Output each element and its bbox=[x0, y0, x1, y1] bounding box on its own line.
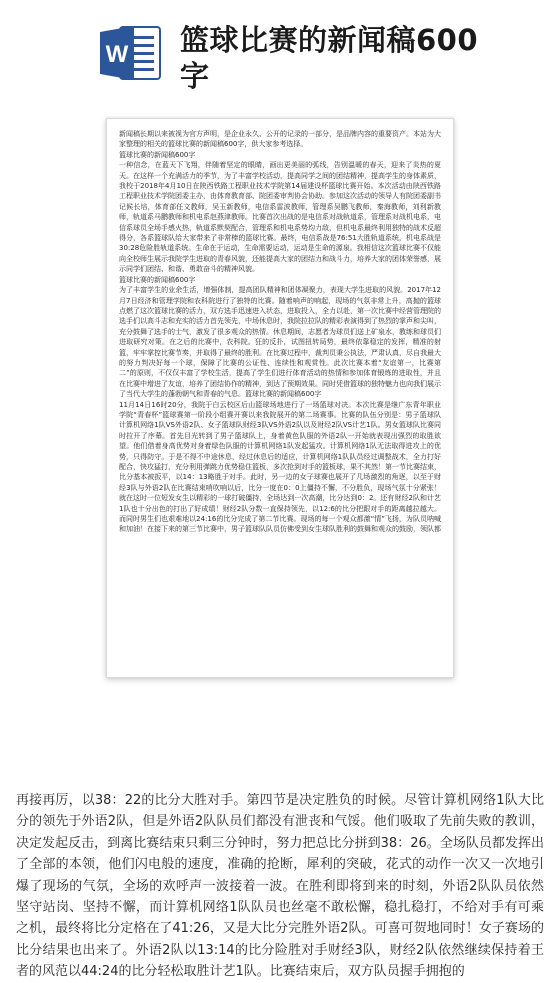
blank-spacer bbox=[0, 680, 560, 788]
preview-paragraph-intro: 新闻稿长期以来被视为官方声明，是企业永久、公开的记录的一部分，是品牌内容的重要资产。本站为大家整理的相关的篮球比赛的新闻稿600字，供大家参考选择。 bbox=[119, 130, 441, 149]
preview-heading: 篮球比赛的新闻稿600字 bbox=[119, 150, 196, 159]
document-page-text bbox=[119, 129, 441, 535]
document-header bbox=[0, 0, 560, 110]
article-body-text: 再接再厉，以38：22的比分大胜对手。第四节是决定胜负的时候。尽管计算机网络1队大比分的领先于外语2队，但是外语2队队员们都没有泄丧和气馁。他们吸取了先前失败的教训，决定发起反击，到离比赛结束只剩三分钟时，努力把总比分拼到38：26。全场队员都发挥出了全部的本领，他们闪电般的速度，准确的抢断，犀利的突破，花式的动作一次又一次地引爆了现场的气氛，全场的欢呼声一波接着一波。在胜利即将到来的时刻，外语2队队员依然坚守站岗、坚持不懈，而计算机网络1队队员也丝毫不敢松懈，稳扎稳打，不给对手有可乘之机，最终将比分定格在了41:26，又是大比分完胜外语2队。可喜可贺地同时！女子赛场的比分结果也出来了。外语2队以13:14的比分险胜对手财经3队，财经2队依然继续保持着王者的风范以44:24的比分轻松取胜计艺1队。比赛结束后，双方队员握手拥抱的 bbox=[16, 793, 544, 980]
document-page-preview[interactable] bbox=[106, 118, 454, 678]
preview-paragraph: 一种信念，在蓝天下飞翔，伴随着坚定的眼睛，画出更美丽的弧线，告别温暖的春天，迎来了炎热的夏天。在这样一个充满活力的季节，为了丰富学校活动，提高同学之间的团结精神，提高学生的身体素质，我校于2018年4月10日在陕西铁路工程职业技术学院第14届建设杯篮球比赛开始。本次活动由陕西铁路工程职业技术学院团委主办，由体育教育部、院团委审判协会协助。参加这次活动的领导人有院团委副书记候长培，体育部任文教师，吴玉新教师，电信系雷波教师，管理系吴鹏飞教师，秦海教师，刘利新教师，轨道系马鹏教师和机电系赵燕津教师。比赛首次出战的是电信系对战轨道系，管理系对战机电系，电信系球员全场手感火热，轨道系默契配合，管理系和机电系势均力敌，但机电系最终利用独特的战术反超得分，各系篮球队给大家带来了非常棒的篮球比赛。最终，电信系战是76:51大胜轨道系统，机电系战是30:28危险胜轨道系统。生命在于运动，生命需要运动，运动是生命的源泉。我相信这次篮球比赛不仅能向全校师生展示我院学生进取的青春风貌，还能提高大家的团结力和战斗力，培养大家的团体荣誉感，展示同学们团结、和谐、勇敢奋斗的精神风貌。 bbox=[119, 161, 441, 274]
preview-paragraph: 为了丰富学生的业余生活，增强体制，提高团队精神和团体凝聚力，表现大学生进取的风貌。2017年12月7日经济和管理学院和农科院进行了独特的比赛。随着响声的响起，现场的气氛非常上升，高抛的篮球点燃了这次篮球比赛的活力，双方选手迅速进入状态，进取投入，全力以赴，第一次比赛中经营管理院的选手们以高斗志和充实的活力首先领先，中场休息时，我院拉拉队的精彩表演得到了热烈的掌声和尖叫，充分鼓舞了选手的士气，激发了很多观众的热情。休息期间，志愿者为球员们送上矿泉水，教练和球员们进取研究对策。在之后的比赛中，农科院。狂的反扑，试图扭转局势，最终依靠稳定的发挥，精准的射篮，牢牢掌控比赛节奏，并取得了最终的胜利。在比赛过程中，裁判员秉公执法，严肃认真，尽自我最大的努力判决好每一个球，保障了比赛的公证性、连续性和观赏性。此次比赛本着“友谊第一，比赛第二”的原则，不仅仅丰富了学校生活，提高了学生们进行体育活动的热情和参加体育锻炼的进取性，并且在比赛中增进了友谊，培养了团结协作的精神，到达了预期效果。同时凭借篮球的独特魅力也向我们展示了当代大学生的蓬勃朝气和青春的气息。篮球比赛的新闻稿600字 bbox=[119, 286, 441, 399]
document-title: 篮球比赛的新闻稿600字 bbox=[180, 23, 479, 93]
word-icon-letter: W bbox=[105, 41, 129, 68]
word-document-icon bbox=[100, 24, 162, 82]
preview-heading: 篮球比赛的新闻稿600字 bbox=[119, 275, 196, 284]
preview-paragraph: 11月14日16时20分，我院于白云校区后山篮球场地进行了一场篮球对决。本次比赛是继广东青年职业学院“青春杯”篮球赛第一阶段小组赛开赛以来我院展开的第二场赛事。比赛的队伍分别是：男子篮球队计算机网络1队VS外语2队、女子篮球队财经3队VS外语2队以及财经2队VS计艺1队。男女篮球队比赛同时拉开了序幕。首先目光转到了男子篮球队上，身着黄色队服的外语2队一开始就表现出强烈的取胜欲望。他们借着身高优势对身着绿色队服的计算机网络1队发起猛攻。计算机网络1队无法取得进攻上的优势，只得防守。于是不得不中途休息，经过休息后的适应，计算机网络1队队员经过调整战术，全力打好配合，快攻猛打，充分利用弹跳力优势稳住篮板，多次抢到对手的篮板球，果不其然！第一节比赛结束，比分基本被扳平，以14：13略胜于对手。此时，另一边的女子球赛也展开了几场激烈的角逐，以至于财经3队与外语2队在比赛结束哨吹响以后，比分一度在0：0上僵持不懈，不分胜负，现场气氛十分紧张！就在这时一位短发女生以精彩的一球打破僵持，全场达到一次高潮，比分达到0：2。还有财经2队和计艺1队也十分出色的打出了好成绩！财经2队分数一直保持领先，以12:6的比分把跟对手的距离越拉越大。而同时男生们也艰难地以24:16的比分完成了第二节比赛。现场的每一个观众都激“情”飞扬，为队员呐喊和加油！在接下来的第三节比赛中，男子篮球队队员仿佛受到女生球队胜利的鼓舞和观众的鼓励，领队都 bbox=[119, 400, 441, 534]
